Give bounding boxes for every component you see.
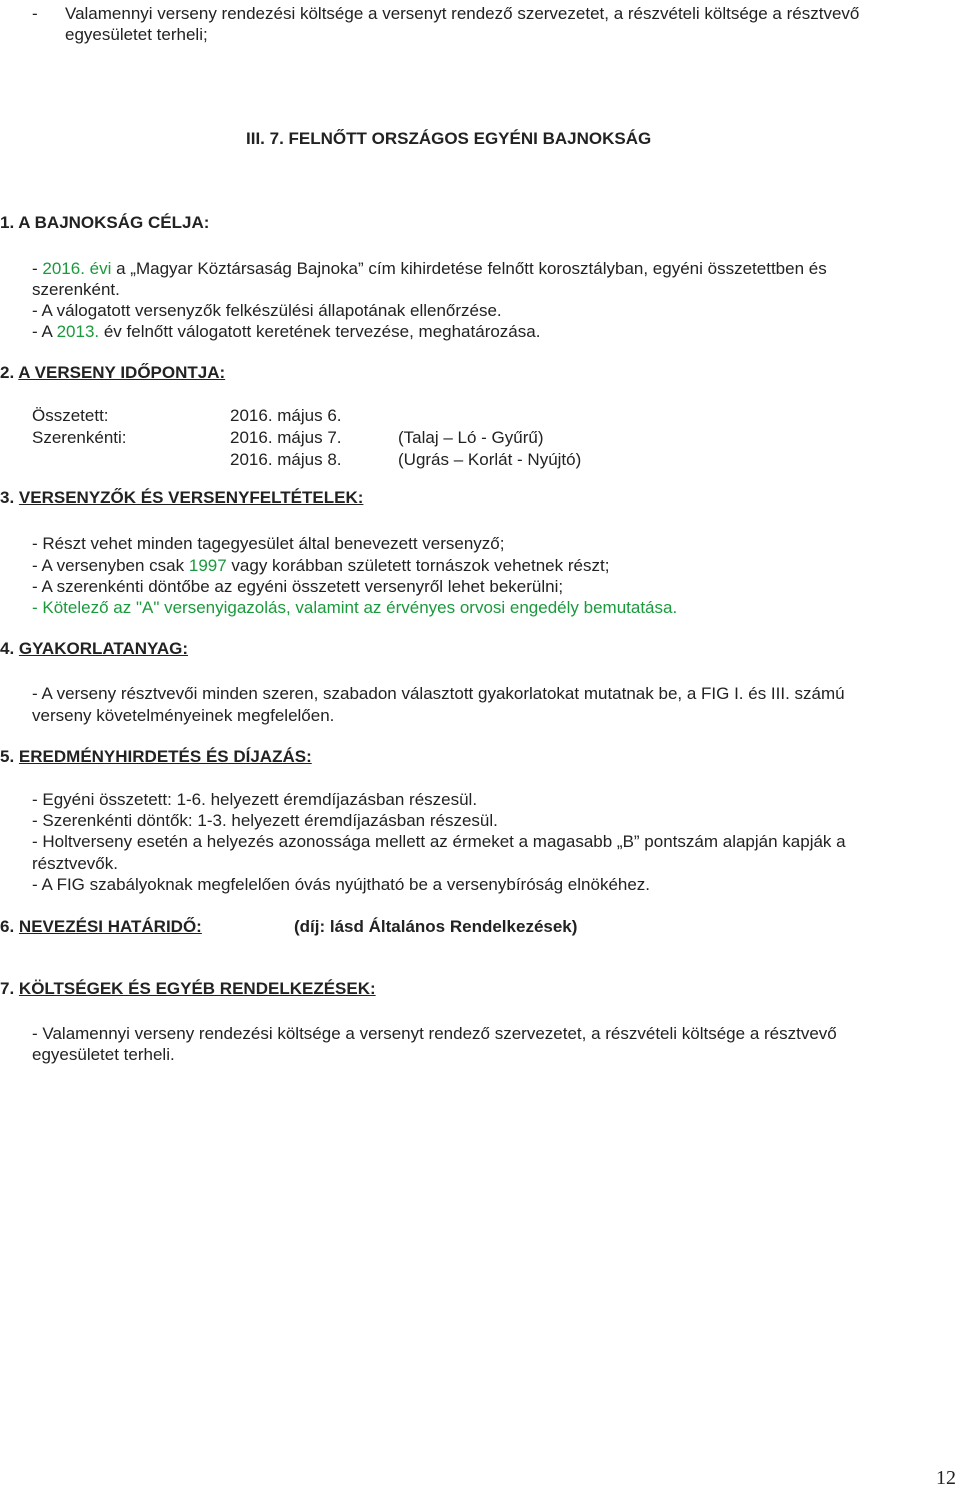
section-5-line-5: - A FIG szabályoknak megfelelően óvás nyújtható be a versenybíróság elnökéhez.	[32, 875, 651, 894]
section-6-heading	[0, 916, 202, 937]
section-title: NEVEZÉSI HATÁRIDŐ:	[18, 917, 202, 936]
section-5-line-2: - Szerenkénti döntők: 1-3. helyezett éremdíjazásban részesül.	[32, 811, 498, 830]
section-number: 1.	[0, 213, 15, 232]
text: a „Magyar Köztársaság Bajnoka” cím kihirdetése felnőtt korosztályban, egyéni összetettben és	[111, 259, 827, 278]
year-highlight: 2013.	[56, 322, 100, 341]
section-title: GYAKORLATANYAG:	[18, 639, 188, 658]
section-title: A BAJNOKSÁG CÉLJA:	[18, 213, 210, 232]
section-1-line-4	[32, 321, 540, 342]
section-number: 7.	[0, 979, 15, 998]
section-6-fee-note: (díj: lásd Általános Rendelkezések)	[294, 917, 578, 936]
section-number: 3.	[0, 488, 15, 507]
section-7-line-2: egyesületet terheli.	[32, 1045, 175, 1064]
intro-dash: -	[32, 4, 38, 23]
schedule-note: (Talaj – Ló - Gyűrű)	[398, 428, 544, 447]
section-7-line-1: - Valamennyi verseny rendezési költsége a versenyt rendező szervezetet, a részvételi költsége a résztvevő	[32, 1024, 837, 1043]
intro-line-2: egyesületet terheli;	[65, 25, 208, 44]
schedule-label: Összetett:	[32, 406, 109, 425]
section-title: A VERSENY IDŐPONTJA:	[18, 363, 226, 382]
section-3-heading	[0, 487, 363, 508]
section-3-line-1: - Részt vehet minden tagegyesület által benevezett versenyző;	[32, 534, 505, 553]
text: vagy korábban született tornászok vehetnek részt;	[226, 556, 610, 575]
dash: -	[32, 259, 43, 278]
section-number: 2.	[0, 363, 15, 382]
section-1-heading	[0, 212, 209, 233]
schedule-note: (Ugrás – Korlát - Nyújtó)	[398, 450, 582, 469]
section-5-line-1: - Egyéni összetett: 1-6. helyezett éremdíjazásban részesül.	[32, 790, 478, 809]
schedule-date: 2016. május 6.	[230, 406, 342, 425]
text: - A versenyben csak	[32, 556, 189, 575]
section-3-line-2	[32, 555, 609, 576]
section-4-line-2: verseny követelményeinek megfelelően.	[32, 706, 335, 725]
section-title: EREDMÉNYHIRDETÉS ÉS DÍJAZÁS:	[18, 747, 312, 766]
year-highlight: 2016. évi	[42, 259, 112, 278]
section-number: 6.	[0, 917, 15, 936]
section-2-heading	[0, 362, 225, 383]
section-4-heading	[0, 638, 188, 659]
section-number: 4.	[0, 639, 15, 658]
section-title: KÖLTSÉGEK ÉS EGYÉB RENDELKEZÉSEK:	[18, 979, 376, 998]
dash: - A	[32, 322, 57, 341]
page-number: 12	[936, 1467, 956, 1489]
section-7-heading	[0, 978, 376, 999]
section-title: VERSENYZŐK ÉS VERSENYFELTÉTELEK:	[18, 488, 364, 507]
schedule-date: 2016. május 8.	[230, 450, 342, 469]
year-highlight: 1997	[188, 556, 227, 575]
section-1-line-1	[32, 258, 827, 279]
text: év felnőtt válogatott keretének tervezése, meghatározása.	[99, 322, 541, 341]
section-number: 5.	[0, 747, 15, 766]
section-1-line-2: szerenként.	[32, 280, 120, 299]
section-1-line-3: - A válogatott versenyzők felkészülési állapotának ellenőrzése.	[32, 301, 502, 320]
intro-line-1: Valamennyi verseny rendezési költsége a versenyt rendező szervezetet, a részvételi költsége a résztvevő	[65, 4, 860, 23]
main-title: III. 7. FELNŐTT ORSZÁGOS EGYÉNI BAJNOKSÁG	[246, 129, 652, 148]
section-5-line-4: résztvevők.	[32, 854, 118, 873]
section-3-line-3: - A szerenkénti döntőbe az egyéni összetett versenyről lehet bekerülni;	[32, 577, 564, 596]
section-4-line-1: - A verseny résztvevői minden szeren, szabadon választott gyakorlatokat mutatnak be, a FIG I. és III. számú	[32, 684, 845, 703]
schedule-date: 2016. május 7.	[230, 428, 342, 447]
schedule-label: Szerenkénti:	[32, 428, 127, 447]
section-5-line-3: - Holtverseny esetén a helyezés azonossága mellett az érmeket a magasabb „B” pontszám alapján kapják a	[32, 832, 846, 851]
section-3-line-4: - Kötelező az "A" versenyigazolás, valamint az érvényes orvosi engedély bemutatása.	[32, 598, 678, 617]
section-5-heading	[0, 746, 312, 767]
